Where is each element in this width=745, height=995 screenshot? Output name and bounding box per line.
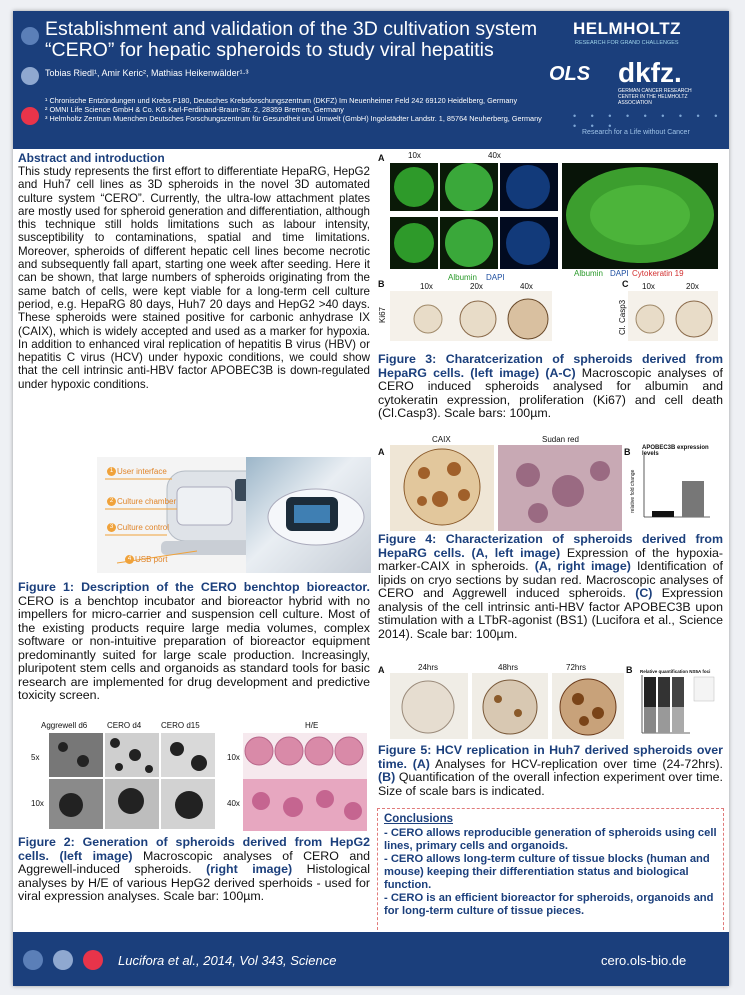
fig5-caption-blue: (B) <box>378 770 396 784</box>
fig4-caption-text: Expression of the hypoxia-marker-CAIX in spheroids. <box>378 545 723 573</box>
fig3-stain: DAPI <box>610 269 629 278</box>
fig4-caix-label: CAIX <box>432 435 451 444</box>
dotted-divider: • • • • • • • • • • • • <box>573 111 724 131</box>
fig2-row-label: 10x <box>31 799 44 808</box>
figure1-photo <box>246 457 371 573</box>
fig3-mag: 40x <box>520 282 533 291</box>
figure5-image <box>378 663 718 741</box>
stacked-bar <box>644 707 656 733</box>
fig1-label: Culture control <box>117 523 170 532</box>
fig3-mag: 20x <box>686 282 699 291</box>
figure3-caption <box>378 353 723 421</box>
fig3-ki67: Ki67 <box>378 306 387 323</box>
fig4-caption-blue: (C) <box>635 586 653 600</box>
fig2-he-row: 10x <box>227 753 240 762</box>
fig2-caption-title: Figure 2: Generation of spheroids derived from HepG2 cells. (left image) <box>18 835 370 863</box>
affiliation: ² OMNI Life Science GmbH & Co. KG Karl-Ferdinand-Braun-Str. 2, 28359 Bremen, Germany <box>45 105 344 115</box>
fig3-panel-label: B <box>378 279 385 289</box>
fig4-panel-label: A <box>378 447 385 457</box>
fig2-caption-text: Macroscopic analyses of CERO and Aggrewell-induced spheroids. <box>18 848 370 876</box>
conclusion-item: - CERO allows long-term culture of tissue blocks (human and mouse) keeping their differentiation status and biological function. <box>384 853 710 891</box>
figure2-left-image <box>31 721 221 831</box>
affiliations <box>45 96 570 124</box>
fig5-caption-text: Analyses for HCV-replication over time (24-72hrs). <box>429 756 723 771</box>
fig5-chart-title: Relative quantification NS5A foci <box>640 669 711 674</box>
fig2-row-label: 5x <box>31 753 40 762</box>
dkfz-logo-sub: GERMAN CANCER RESEARCH CENTER IN THE HELMHOLTZ ASSOCIATION <box>618 88 692 106</box>
figure2-caption <box>18 836 370 904</box>
figure4-caption <box>378 533 723 641</box>
stacked-bar <box>644 677 656 707</box>
fig5-panel-label: A <box>378 665 385 675</box>
poster-title <box>45 19 565 61</box>
fig2-caption-text: Histological analyses by H/E of various HepG2 derived sperhoids - used for viral expression analyses. Scale bar: 100µm. <box>18 862 370 903</box>
fig2-col-label: CERO d4 <box>107 721 142 730</box>
fig4-sudan-label: Sudan red <box>542 435 579 444</box>
stacked-bar <box>672 677 684 707</box>
fig4-chart-title: APOBEC3B expression levels <box>642 445 709 457</box>
header-dots <box>21 27 39 147</box>
affiliation: ³ Helmholtz Zentrum Muenchen Deutsches Forschungszentrum für Gesundheit und Umwelt (GmbH) Ingolstädter Landstr. 1, 85764 Neuherberg, Germany <box>45 114 542 124</box>
fig3-caption-text: Macroscopic analyses of CERO induced spheroids analysed for albumin and cytokeratin expression, proliferation (Ki67) and cell death (Cl.Casp3). Scale bars: 100µm. <box>378 365 723 420</box>
bar <box>652 511 674 517</box>
ns5a-chart <box>628 663 718 741</box>
fig5-panel-label: B <box>626 665 633 675</box>
abstract-text: This study represents the first effort to differentiate HepaRG, HepG2 and Huh7 cell lines as 3D spheroids in the novel 3D automated culture system “CERO”. Currently, the ultra-low attachment plates are mostly used for spheroid generation and differentiation, although this technique still holds limitations such as labour intensity, susceptibility to contaminations, spatial and time limitations. Moreover, spheroids of different hepatic cell lines become necrotic and subsequently fall apart, starting one week after seeding. Here it can be shown, that large numbers of spheroids originating from the same batch of cells, were kept viable for a long-term cell culture period, e.g. HepaRG 80 days, Huh7 20 days and HepG2 >40 days. These spheroids were stained positive for carbonic anhydrase IX (CAIX), which is widely accepted and used as a marker for hypoxia. In addition to enhanced viral replication of hepatitis B virus (HBV) or hepatitis C virus (HCV) under hypoxic conditions, we could show that the cell intrinsic anti-HBV factor APOBEC3B is down-regulated under hypoxic conditions. <box>18 165 370 391</box>
figure4-image <box>378 435 718 531</box>
conclusion-item: - CERO allows reproducible generation of spheroids using cell lines, primary cells and organoids. <box>384 827 717 852</box>
fig3-panel-label: C <box>622 279 629 289</box>
fig5-micrographs <box>378 663 628 741</box>
legend-box <box>694 677 714 701</box>
figure2-right-image <box>227 721 367 831</box>
fig3-panel-label: A <box>378 153 385 163</box>
fig4-ylabel: relative fold change <box>630 469 636 513</box>
stacked-bar <box>672 707 684 733</box>
ols-logo: OLS <box>549 63 591 85</box>
fig2-he-title: H/E <box>305 721 319 730</box>
dot-decoration <box>83 950 103 970</box>
dot-decoration <box>21 107 39 125</box>
fig1-number: 2 <box>107 497 116 506</box>
helmholtz-logo: HELMHOLTZ <box>573 19 682 38</box>
fig1-caption-text: CERO is a benchtop incubator and bioreactor hybrid with no impellers for micro-carrier and suspension cell culture. Most of the existing products require large media volumes, complex software or non-intuitive preparation of bioreactor equipment predominantly suited for large scale production. Increasingly, pluripotent stem cells and organoids as standard tools for basic research are implemented for drug development and predictive toxicity screen. <box>18 593 370 702</box>
stacked-bar <box>658 677 670 707</box>
fig3-mag: 10x <box>420 282 433 291</box>
fig4-caption-text: Identification of lipids on cryo sections by sudan red. Macroscopic analyses of CERO and Aggrewell induced spheroids. <box>378 559 723 600</box>
fig2-he-row: 40x <box>227 799 240 808</box>
fig5-caption-text: Quantification of the overall infection experiment over time. Size of scale bars is indicated. <box>378 770 723 798</box>
fig5-time: 24hrs <box>418 663 439 672</box>
fig4-panel-label: B <box>624 447 631 457</box>
fig1-number: 4 <box>125 555 134 564</box>
abstract-heading: Abstract and introduction <box>18 151 165 165</box>
helmholtz-logo-sub: RESEARCH FOR GRAND CHALLENGES <box>575 40 679 46</box>
figure5-caption <box>378 744 723 798</box>
fig3-stain: DAPI <box>486 273 505 282</box>
fig2-col-label: CERO d15 <box>161 721 200 730</box>
header-banner <box>13 11 729 149</box>
dot-decoration <box>23 950 43 970</box>
fluorescence-micrographs <box>378 151 718 349</box>
abstract-section <box>18 151 370 391</box>
fig1-number: 3 <box>107 523 116 532</box>
fig4-caption-title: Figure 4: Characterization of spheroids derived from HepaRG cells. (A, left image) <box>378 532 723 560</box>
fig3-caption-title: Figure 3: Charatcerization of spheroids derived from HepaRG cells. (left image) (A-C) <box>378 352 723 380</box>
footer-url: cero.ols-bio.de <box>601 953 687 968</box>
fig1-label: Culture chamber <box>117 497 177 506</box>
conclusion-item: - CERO is an efficient bioreactor for spheroids, organoids and for long-term culture of tissue pieces. <box>384 892 714 917</box>
fig5-time: 48hrs <box>498 663 519 672</box>
fig4-caption-blue: (A, right image) <box>534 559 631 573</box>
fig2-col-label: Aggrewell d6 <box>41 721 88 730</box>
spheroid-micrographs <box>31 721 221 831</box>
fig4-caption-text: Expression analysis of the cell intrinsic anti-HBV factor APOBEC3B upon stimulation with a LTbR-agonist (BS1) (Lucifora et al., Science 2014). Scale bar: 100µm. <box>378 586 723 641</box>
fig3-mag: 20x <box>470 282 483 291</box>
authors: Tobias Riedl¹, Amir Keric², Mathias Heikenwälder¹·³ <box>45 68 249 78</box>
fig1-caption-title: Figure 1: Description of the CERO benchtop bioreactor. <box>18 580 370 594</box>
dot-decoration <box>21 67 39 85</box>
stacked-bar <box>658 707 670 733</box>
fig3-stain: Albumin <box>574 269 603 278</box>
fig2-caption-blue: (right image) <box>206 862 293 876</box>
conclusions-heading: Conclusions <box>384 813 454 825</box>
fig3-stain: Cytokeratin 19 <box>632 269 684 278</box>
fig3-mag: 40x <box>488 151 501 160</box>
dkfz-logo: dkfz. <box>618 57 682 88</box>
bar <box>682 481 704 517</box>
fig1-number: 1 <box>107 467 116 476</box>
bioreactor-photo <box>246 457 371 573</box>
title-line: Establishment and validation of the 3D cultivation system <box>45 18 538 40</box>
conclusions-box <box>377 808 724 935</box>
dot-decoration <box>53 950 73 970</box>
figure3-image <box>378 151 718 349</box>
title-line: “CERO” for hepatic spheroids to study viral hepatitis <box>45 39 494 61</box>
fig1-label: User interface <box>117 467 167 476</box>
affiliation: ¹ Chronische Entzündungen und Krebs F180, Deutsches Krebsforschungszentrum (DKFZ) Im Neuenheimer Feld 242 69120 Heidelberg, Germany <box>45 96 518 105</box>
figure1-caption <box>18 581 370 703</box>
fig1-label: USB port <box>135 555 168 564</box>
he-micrographs <box>227 721 367 831</box>
fig5-caption-title: Figure 5: HCV replication in Huh7 derived spheroids over time. (A) <box>378 743 723 771</box>
fig5-time: 72hrs <box>566 663 587 672</box>
fig3-stain: Albumin <box>448 273 477 282</box>
tagline: Research for a Life without Cancer <box>582 129 690 136</box>
dot-decoration <box>21 27 39 45</box>
poster <box>13 11 729 986</box>
fig3-mag: 10x <box>408 151 421 160</box>
footer-reference: Lucifora et al., 2014, Vol 343, Science <box>118 953 337 968</box>
fig3-mag: 10x <box>642 282 655 291</box>
fig3-casp3: Cl. Casp3 <box>618 299 627 335</box>
footer-banner <box>13 932 729 986</box>
